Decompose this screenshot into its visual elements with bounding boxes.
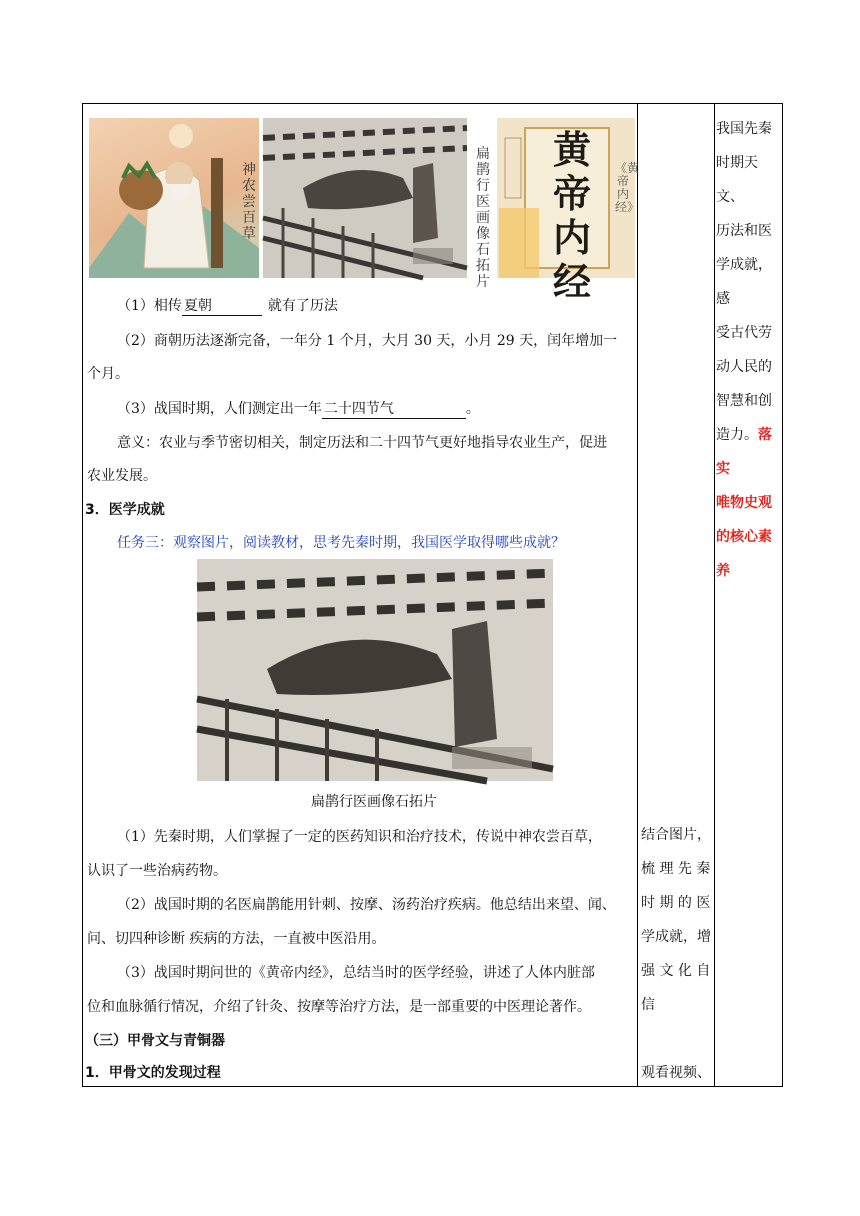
activity-column bbox=[639, 104, 713, 1086]
calendar-meaning-cont: 农业发展。 bbox=[87, 468, 157, 484]
lesson-plan-table bbox=[82, 103, 783, 1087]
main-content-column bbox=[83, 104, 640, 1086]
medicine-item-2-cont: 问、切四种诊断 疾病的方法，一直被中医沿用。 bbox=[87, 931, 386, 947]
activity-note-video: 观看视频、 bbox=[641, 1065, 711, 1081]
calendar-meaning: 意义：农业与季节密切相关，制定历法和二十四节气更好地指导农业生产，促进 bbox=[117, 435, 607, 451]
oracle-discovery-heading: 1．甲骨文的发现过程 bbox=[85, 1065, 221, 1081]
medicine-item-3: （3）战国时期问世的《黄帝内经》，总结当时的医学经验，讲述了人体内脏部 bbox=[117, 965, 595, 981]
column-divider bbox=[637, 104, 638, 1086]
shennong-label: 神农尝百草 bbox=[242, 162, 256, 242]
medicine-item-1-cont: 认识了一些治病药物。 bbox=[87, 863, 227, 879]
task-three-prompt: 任务三：观察图片，阅读教材，思考先秦时期，我国医学取得哪些成就？ bbox=[117, 535, 565, 551]
medicine-item-1: （1）先秦时期，人们掌握了一定的医药知识和治疗技术，传说中神农尝百草， bbox=[117, 829, 602, 845]
design-intent-note: 我国先秦 时期天文、 历法和医 学成就，感 受古代劳 动人民的 智慧和创 造力。落实 唯物史观 的核心素 养 bbox=[716, 121, 772, 579]
huangdi-neijing-cover bbox=[497, 118, 640, 304]
shennong-illustration bbox=[89, 118, 259, 278]
answer-blank: 夏朝 bbox=[182, 297, 262, 316]
calendar-item-2-cont: 个月。 bbox=[87, 366, 129, 382]
bianque-rubbing-thumbnail bbox=[263, 118, 467, 278]
design-intent-column bbox=[716, 104, 782, 1086]
activity-note: 结合图片， 梳 理 先 秦 时 期 的 医 学成就，增 强 文 化 自 信 bbox=[641, 827, 711, 1013]
medicine-item-3-cont: 位和血脉循行情况，介绍了针灸、按摩等治疗方法，是一部重要的中医理论著作。 bbox=[87, 999, 591, 1015]
stone-rubbing-large-image bbox=[197, 559, 553, 781]
bianque-label: 扁鹊行医画像石拓片 bbox=[476, 146, 490, 290]
medicine-item-2: （2）战国时期的名医扁鹊能用针刺、按摩、汤药治疗疾病。他总结出来望、闻、 bbox=[117, 897, 616, 913]
shennong-figure-image bbox=[89, 118, 259, 278]
medicine-heading: 3．医学成就 bbox=[85, 502, 165, 518]
book-title-label: 《黄帝内经》 bbox=[615, 161, 640, 214]
column-divider bbox=[714, 104, 715, 1086]
book-cover-title: 黄帝内经 bbox=[552, 127, 591, 304]
stone-rubbing-image bbox=[263, 118, 467, 278]
calendar-item-1: （1）相传 夏朝 就有了历法 bbox=[117, 298, 338, 314]
calendar-item-3: （3）战国时期，人们测定出一年 二十四节气 。 bbox=[117, 401, 480, 417]
bianque-rubbing-photo bbox=[197, 559, 553, 781]
section-heading-oracle-bronze: （三）甲骨文与青铜器 bbox=[85, 1033, 225, 1049]
illustration-banner bbox=[89, 118, 640, 304]
image-caption: 扁鹊行医画像石拓片 bbox=[311, 794, 437, 810]
answer-blank: 二十四节气 bbox=[322, 400, 466, 419]
calendar-item-2: （2）商朝历法逐渐完备，一年分 1 个月，大月 30 天，小月 29 天，闰年增加一 bbox=[117, 333, 618, 349]
core-literacy-highlight: 落实 bbox=[716, 427, 772, 477]
